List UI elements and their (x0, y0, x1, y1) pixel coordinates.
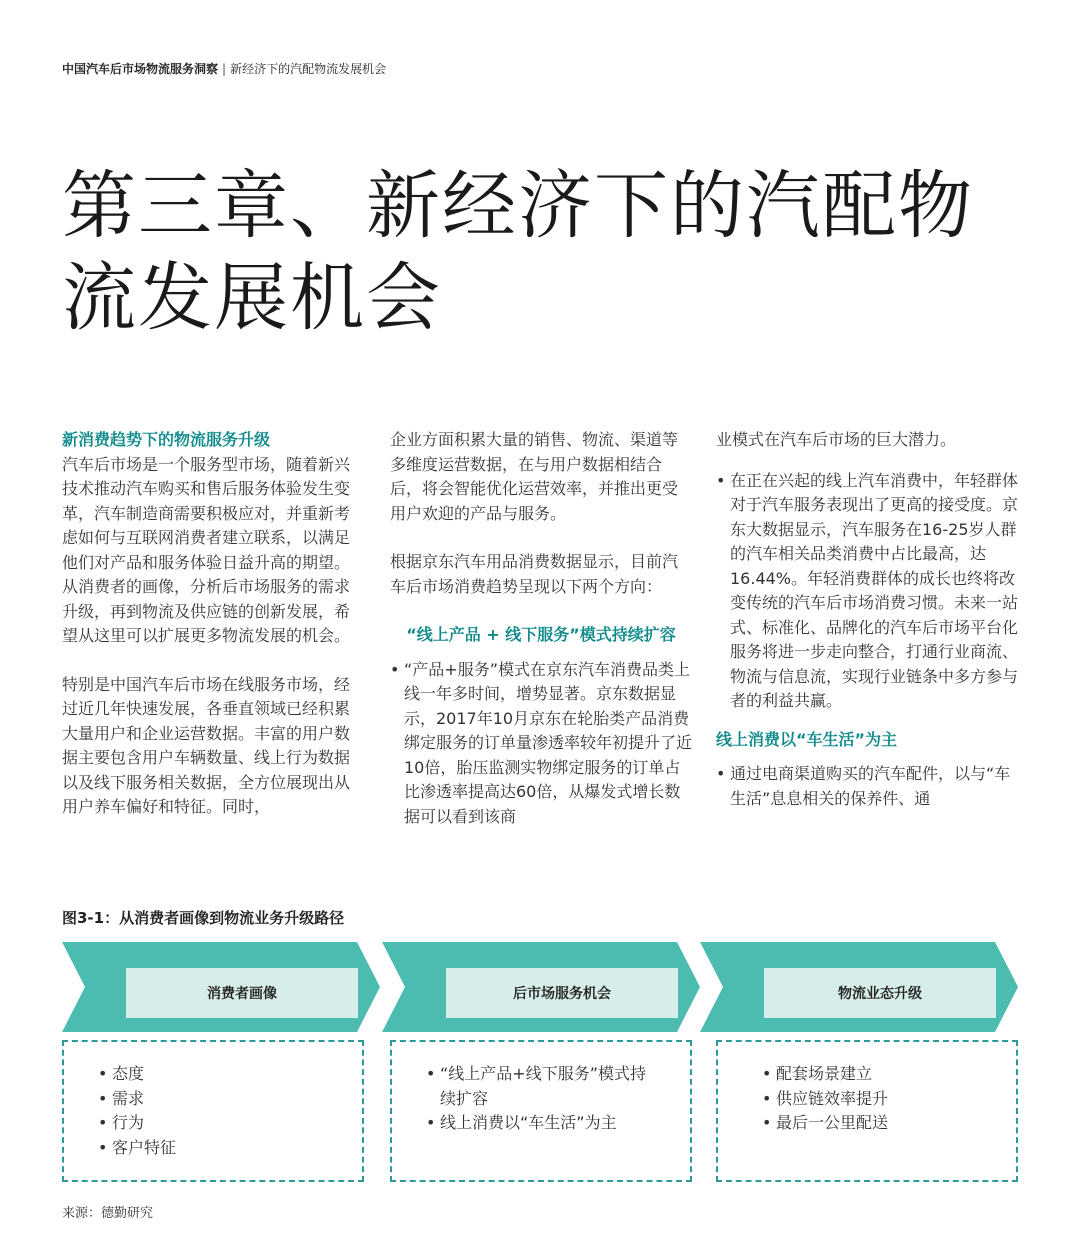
stage-list-item: • 线上消费以“车生活”为主 (426, 1111, 656, 1136)
stage-list-item: • 最后一公里配送 (762, 1111, 1016, 1136)
stage-list-item: • 供应链效率提升 (762, 1087, 1016, 1112)
stage-list-item: • 客户特征 (98, 1136, 362, 1161)
paragraph: 特别是中国汽车后市场在线服务市场，经过近几年快速发展，各垂直领域已经积累大量用户和企业运营数据。丰富的用户数据主要包含用户车辆数量、线上行为数据以及线下服务相关数据，全方位展现出从用户养车偏好和特征。同时， (62, 674, 351, 816)
section-subhead: “线上产品 + 线下服务”模式持续扩容 (406, 625, 676, 644)
stage-box-logistics-upgrade (716, 1040, 1018, 1182)
page-header (62, 60, 386, 77)
section-subhead: 新消费趋势下的物流服务升级 (62, 430, 271, 449)
stage-list (98, 1062, 362, 1160)
paragraph: 业模式在汽车后市场的巨大潜力。 (716, 430, 957, 449)
paragraph: 企业方面积累大量的销售、物流、渠道等多维度运营数据，在与用户数据相结合后，将会智能优化运营效率，并推出更受用户欢迎的产品与服务。 (390, 430, 679, 523)
paragraph: 根据京东汽车用品消费数据显示，目前汽车后市场消费趋势呈现以下两个方向： (390, 552, 679, 596)
section-subhead: 线上消费以“车生活”为主 (716, 729, 898, 749)
stage-label-aftermarket-opportunity: 后市场服务机会 (513, 986, 611, 1002)
stage-list-item: • “线上产品+线下服务”模式持续扩容 (426, 1062, 656, 1111)
header-separator: | (222, 62, 227, 76)
figure-title: 图3-1：从消费者画像到物流业务升级路径 (62, 909, 345, 927)
source-note: 来源：德勤研究 (62, 1206, 154, 1221)
text-column-1 (62, 428, 360, 820)
stage-label-consumer-profile: 消费者画像 (207, 986, 277, 1002)
bullet-item: • 通过电商渠道购买的汽车配件，以与“车生活”息息相关的保养件、通 (716, 762, 1021, 811)
chapter-title-line-2: 流发展机会 (62, 255, 442, 341)
chapter-title-line-1: 第三章、新经济下的汽配物 (62, 163, 974, 249)
section-title: 新经济下的汽配物流发展机会 (230, 62, 387, 76)
report-title: 中国汽车后市场物流服务洞察 (62, 62, 219, 76)
paragraph: 汽车后市场是一个服务型市场，随着新兴技术推动汽车购买和售后服务体验发生变革，汽车制造商需要积极应对，并重新考虑如何与互联网消费者建立联系，以满足他们对产品和服务体验日益升高的期望。从消费者的画像，分析后市场服务的需求升级，再到物流及供应链的创新发展，希望从这里可以扩展更多物流发展的机会。 (62, 454, 351, 645)
stage-list-item: • 配套场景建立 (762, 1062, 1016, 1087)
stage-list-item: • 行为 (98, 1111, 362, 1136)
bullet-item: • “产品+服务”模式在京东汽车消费品类上线一年多时间，增势显著。京东数据显示，2017年10月京东在轮胎类产品消费绑定服务的订单量渗透率较年初提升了近10倍，胎压监测实物绑定服务的订单占比渗透率提高达60倍，从爆发式增长数据可以看到该商 (390, 658, 692, 830)
text-column-2 (390, 428, 692, 835)
stage-list (762, 1062, 1016, 1136)
stage-box-consumer-profile (62, 1040, 364, 1182)
bullet-list (716, 762, 1021, 811)
chapter-title (62, 160, 1042, 344)
bullet-list (716, 469, 1021, 714)
bullet-item: • 在正在兴起的线上汽车消费中，年轻群体对于汽车服务表现出了更高的接受度。京东大数据显示，汽车服务在16-25岁人群的汽车相关品类消费中占比最高，达16.44%。年轻消费群体的成长也终将改变传统的汽车后市场消费习惯。未来一站式、标准化、品牌化的汽车后市场平台化服务将进一步走向整合，打通行业商流、物流与信息流，实现行业链条中多方参与者的利益共赢。 (716, 469, 1021, 714)
stage-list-item: • 态度 (98, 1062, 362, 1087)
stage-list (426, 1062, 656, 1136)
bullet-list (390, 658, 692, 830)
stage-box-aftermarket-opportunity (390, 1040, 692, 1182)
stage-label-logistics-upgrade: 物流业态升级 (838, 986, 922, 1002)
text-column-3 (716, 428, 1021, 817)
stage-list-item: • 需求 (98, 1087, 362, 1112)
